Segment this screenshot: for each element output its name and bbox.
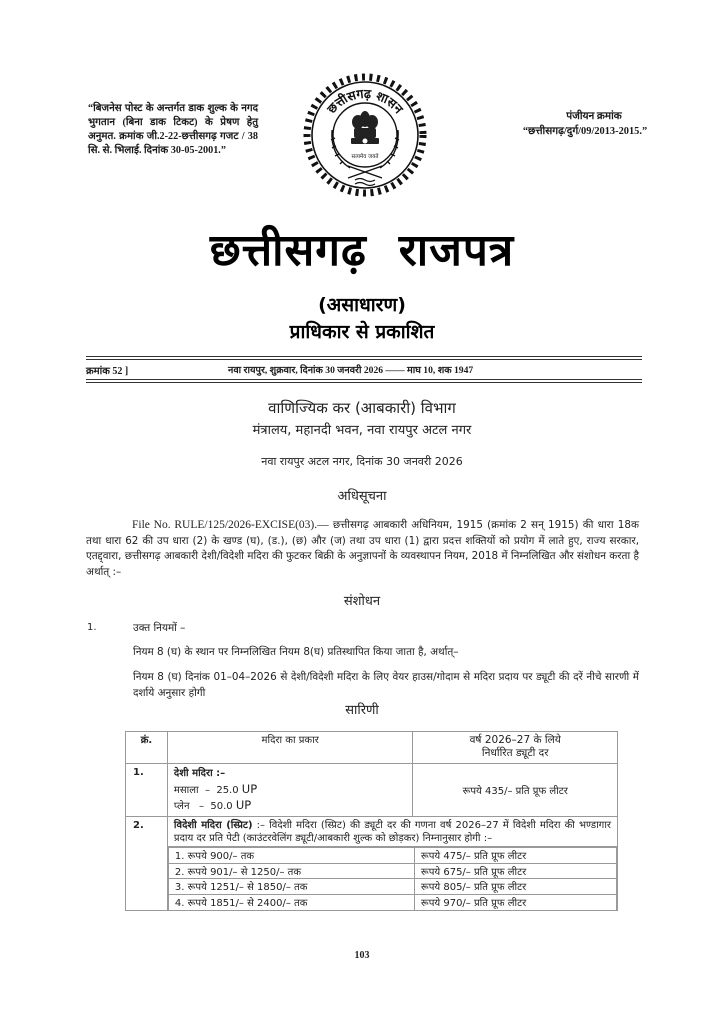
slab-row — [168, 848, 616, 864]
issue-date-line: नवा रायपुर, शुक्रवार, दिनांक 30 जनवरी 2026 —— माघ 10, शक 1947 — [228, 365, 474, 376]
slab-range: 3. रूपये 1251/– से 1850/– तक — [168, 879, 414, 895]
header-liquor-type: मदिरा का प्रकार — [167, 732, 413, 764]
lion-capital-icon — [351, 111, 379, 144]
slab-row — [168, 863, 616, 879]
notification-heading: अधिसूचना — [337, 489, 387, 504]
gazette-extraordinary-label: (असाधारण) — [318, 294, 406, 316]
foreign-liquor-description — [168, 817, 617, 847]
spiced-strength — [174, 782, 413, 799]
rule-substitution-text: नियम 8 (घ) के स्थान पर निम्नलिखित नियम 8(घ) प्रतिस्थापित किया जाता है, अर्थात्– — [133, 646, 459, 658]
registration-label: पंजीयन क्रमांक — [566, 111, 622, 122]
gazette-title-state: छत्तीसगढ़ — [209, 225, 367, 276]
masthead-rule-top-inner — [86, 359, 642, 360]
gazette-authority-label: प्राधिकार से प्रकाशित — [289, 321, 435, 343]
gazette-title — [0, 218, 724, 278]
country-liquor-cell — [167, 764, 413, 817]
emblem-motto: सत्यमेव जयते — [351, 154, 379, 160]
slab-rate: रूपये 475/– प्रति प्रूफ लीटर — [414, 848, 616, 864]
gazette-title-gazette: राजपत्र — [398, 225, 515, 276]
country-liquor-title: देशी मदिरा :– — [173, 768, 226, 779]
country-liquor-rate: रूपये 435/– प्रति प्रूफ लीटर — [413, 764, 618, 817]
table-heading: सारिणी — [345, 703, 379, 718]
place-and-date: नवा रायपुर अटल नगर, दिनांक 30 जनवरी 2026 — [261, 455, 463, 468]
duty-rate-table — [125, 731, 618, 911]
file-number: File No. RULE/125/2026-EXCISE(03).— — [132, 519, 329, 531]
amendment-heading: संशोधन — [343, 594, 381, 609]
department-name: वाणिज्यिक कर (आबकारी) विभाग — [268, 399, 456, 417]
header-duty-rate — [413, 732, 618, 764]
table-row — [126, 817, 618, 911]
header-serial: क्रं. — [126, 732, 168, 764]
header-duty-rate-line2: निर्धारित ड्यूटी दर — [481, 747, 549, 759]
slab-rate: रूपये 970/– प्रति प्रूफ लीटर — [414, 894, 616, 910]
plain-unit: UP — [235, 798, 252, 812]
table-header-row — [126, 732, 618, 764]
slab-rate: रूपये 675/– प्रति प्रूफ लीटर — [414, 863, 616, 879]
masthead-rule-bottom-inner — [86, 379, 642, 380]
table-row — [126, 764, 618, 817]
postal-permit-note: “बिजनेस पोस्ट के अन्तर्गत डाक शुल्क के नगद भुगतान (बिना डाक टिकट) के प्रेषण हेतु अनुमत. क्रमांक जी.2-22-छत्तीसगढ़ गजट / 38 सि. से. भिलाई. दिनांक 30-05-2001.” — [88, 103, 258, 156]
foreign-liquor-cell — [167, 817, 617, 911]
masthead-rule-bottom — [86, 382, 642, 383]
slab-range: 1. रूपये 900/– तक — [168, 848, 414, 864]
spiced-unit: UP — [241, 781, 258, 796]
foreign-liquor-title: विदेशी मदिरा (स्प्रिट) — [173, 820, 253, 831]
slab-row — [168, 894, 616, 910]
foreign-liquor-text: :– विदेशी मदिरा (स्प्रिट) की ड्यूटी दर की गणना वर्ष 2026–27 में विदेशी मदिरा की भण्डागार प्रदाय दर प्रति पेटी (काउंटरवेलिंग ड्यूटी/आबकारी शुल्क को छोड़कर) निम्नानुसार होगी :– — [173, 820, 611, 844]
notification-text: छत्तीसगढ़ आबकारी अधिनियम, 1915 (क्रमांक 2 सन् 1915) की धारा 18क तथा धारा 62 की उप धारा (2) के खण्ड (घ), (ड.), (छ) और (ज) तथा उप धारा (1) द्वारा प्रदत्त शक्तियों को प्रयोग में लाते हुए, राज्य सरकार, एतद्द्वारा, छत्तीसगढ़ आबकारी देशी/विदेशी मदिरा की फुटकर बिक्री के अनुज्ञापनों के व्यवस्थापन नियम, 2018 में निम्नलिखित और संशोधन करता है अर्थात् :– — [86, 519, 639, 578]
header-duty-rate-line1: वर्ष 2026–27 के लिये — [469, 734, 561, 746]
amendment-item-text: उक्त नियमों – — [133, 622, 186, 634]
issue-number: क्रमांक 52 ] — [86, 366, 129, 377]
registration-number: “छत्तीसगढ़/दुर्ग/09/2013-2015.” — [522, 126, 648, 137]
slab-range: 2. रूपये 901/– से 1250/– तक — [168, 863, 414, 879]
slab-range: 4. रूपये 1851/– से 2400/– तक — [168, 894, 414, 910]
slab-rate: रूपये 805/– प्रति प्रूफ लीटर — [414, 879, 616, 895]
foreign-liquor-slab-table — [168, 847, 617, 910]
slab-row — [168, 879, 616, 895]
row-serial: 1. — [126, 764, 168, 817]
spiced-label: मसाला – 25.0 — [173, 784, 239, 796]
department-address: मंत्रालय, महानदी भवन, नवा रायपुर अटल नगर — [252, 423, 472, 438]
chhattisgarh-government-emblem-icon — [300, 70, 430, 200]
page-number: 103 — [354, 950, 370, 961]
plain-label: प्लेन – 50.0 — [173, 801, 233, 812]
plain-strength — [174, 798, 413, 815]
amendment-item-number: 1. — [87, 622, 97, 633]
emblem-ring-text: छत्तीसगढ़ शासन — [323, 85, 407, 117]
masthead-rule-top — [86, 356, 642, 357]
registration-block — [470, 109, 700, 139]
notification-paragraph — [86, 518, 639, 580]
rule-effective-text: नियम 8 (घ) दिनांक 01–04–2026 से देशी/विदेशी मदिरा के लिए वेयर हाउस/गोदाम से मदिरा प्रदाय पर ड्यूटी की दरें नीचे सारणी में दर्शाये अनुसार होगी — [133, 671, 639, 699]
row-serial: 2. — [126, 817, 168, 911]
